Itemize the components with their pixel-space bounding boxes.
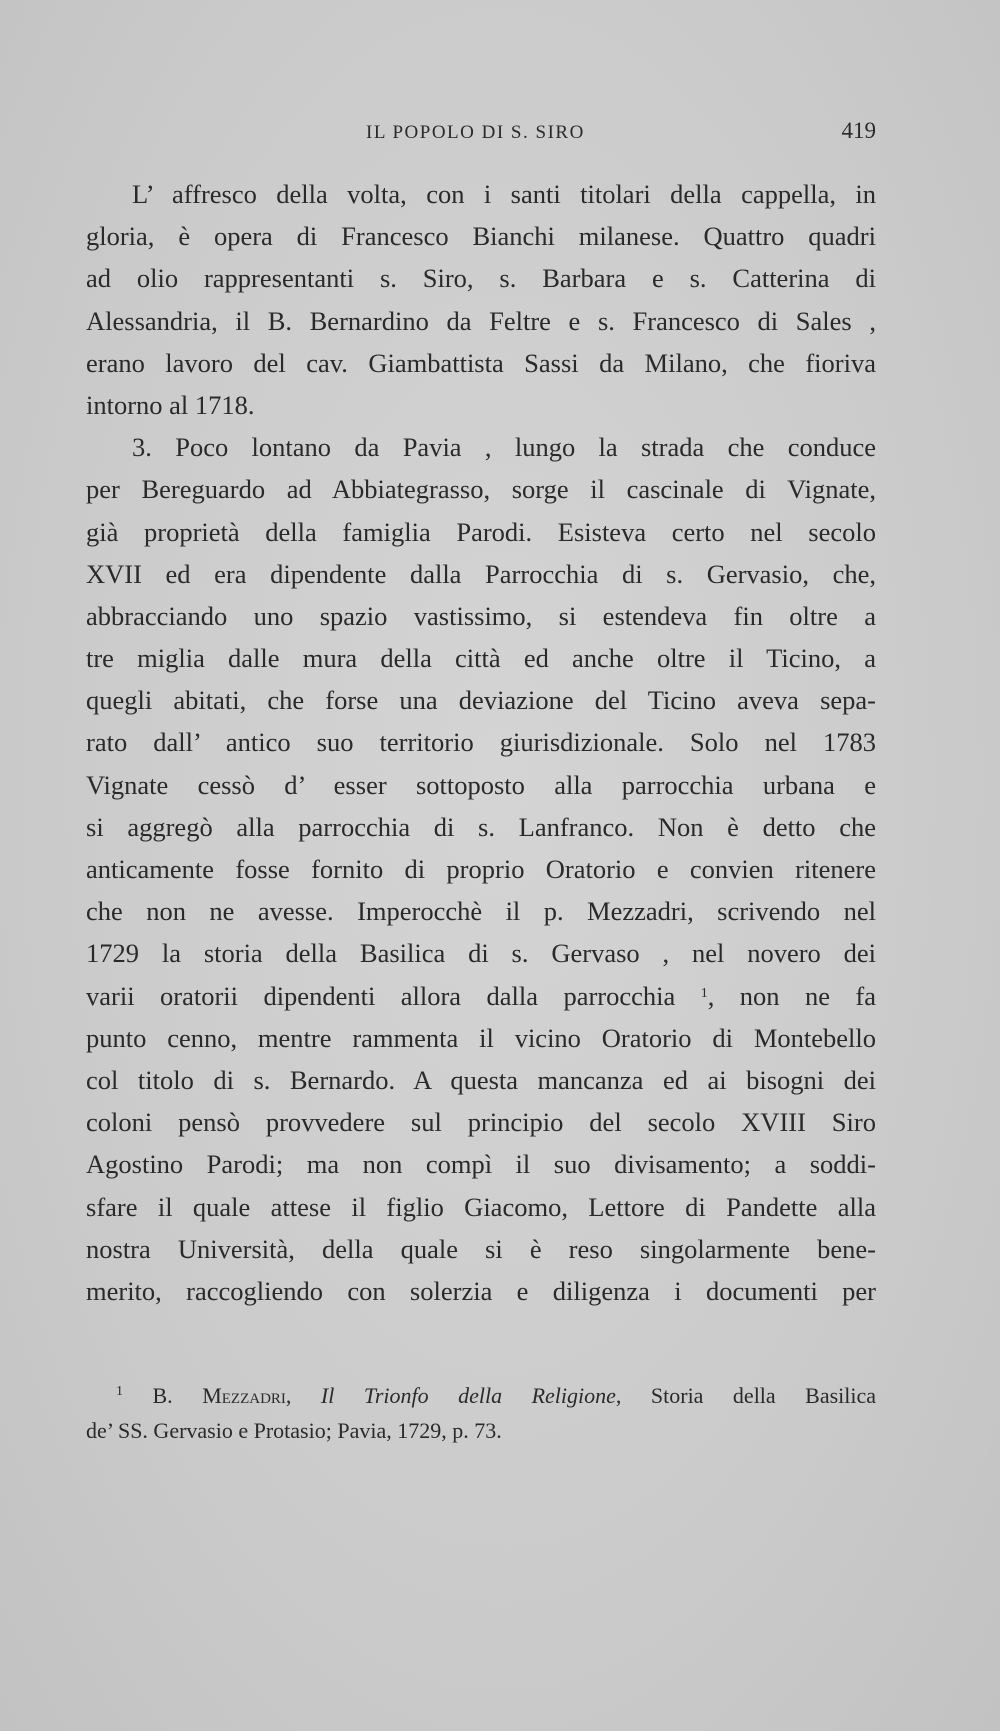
text-line: già proprietà della famiglia Parodi. Esisteva certo nel secolo [86, 516, 876, 547]
page-header [86, 118, 876, 148]
text-line: abbracciando uno spazio vastissimo, si estendeva fin oltre a [86, 600, 876, 631]
text-line: ad olio rappresentanti s. Siro, s. Barbara e s. Catterina di [86, 263, 876, 294]
running-head: IL POPOLO DI S. SIRO [366, 122, 585, 143]
text-line: XVII ed era dipendente dalla Parrocchia di s. Gervasio, che, [86, 558, 876, 589]
footnote-title: Il Trionfo della Religione [320, 1383, 616, 1408]
text-line: Alessandria, il B. Bernardino da Feltre e s. Francesco di Sales , [86, 305, 876, 336]
text-line: tre miglia dalle mura della città ed anche oltre il Ticino, a [86, 643, 876, 674]
footnote-author-initial: B. [152, 1383, 173, 1408]
text-line-with-footnote-ref [86, 975, 876, 1017]
text-line: che non ne avesse. Imperocchè il p. Mezzadri, scrivendo nel [86, 896, 876, 927]
footnotes [86, 1378, 876, 1448]
text-line: L’ affresco della volta, con i santi titolari della cappella, in [132, 179, 876, 209]
text-line: coloni pensò provvedere sul principio del secolo XVIII Siro [86, 1107, 876, 1138]
text-line: anticamente fosse fornito di proprio Oratorio e convien ritenere [86, 854, 876, 884]
footnote-number: 1 [116, 1384, 123, 1399]
text-line: rato dall’ antico suo territorio giurisdizionale. Solo nel 1783 [86, 727, 876, 758]
text-line: erano lavoro del cav. Giambattista Sassi da Milano, che fioriva [86, 347, 876, 378]
text-line: 3. Poco lontano da Pavia , lungo la strada che conduce [132, 432, 876, 463]
text-line: quegli abitati, che forse una deviazione del Ticino aveva sepa- [86, 685, 876, 716]
text-line: merito, raccogliendo con solerzia e diligenza i documenti per [86, 1275, 876, 1306]
text-line: per Bereguardo ad Abbiategrasso, sorge il cascinale di Vignate, [86, 474, 876, 505]
text-line: intorno al 1718. [86, 389, 255, 420]
text-line: punto cenno, mentre rammenta il vicino Oratorio di Montebello [86, 1022, 876, 1053]
footnote-author-surname: Mezzadri [202, 1383, 286, 1408]
text-line: Agostino Parodi; ma non compì il suo divisamento; a soddi- [86, 1149, 876, 1180]
text-line: 1729 la storia della Basilica di s. Gervaso , nel novero dei [86, 938, 876, 969]
page-number: 419 [841, 118, 876, 143]
footnote-line: $^1$ B. Mezzadri, Il Trionfo della Religione, Storia della Basilica [116, 1383, 876, 1408]
footnote-ref: 1 [700, 985, 708, 1001]
text-line: col titolo di s. Bernardo. A questa mancanza ed ai bisogni dei [86, 1064, 876, 1095]
text-line-tail: , non ne fa [707, 980, 876, 1011]
footnote-line: de’ SS. Gervasio e Protasio; Pavia, 1729, p. 73. [86, 1418, 502, 1443]
footnote-rest: , Storia della Basilica [615, 1383, 876, 1408]
text-line: gloria, è opera di Francesco Bianchi milanese. Quattro quadri [86, 221, 876, 252]
text-line-head: varii oratorii dipendenti allora dalla parrocchia [86, 980, 676, 1011]
text-line: Vignate cessò d’ esser sottoposto alla parrocchia urbana e [86, 769, 876, 800]
body-text [86, 173, 876, 1312]
text-line: sfare il quale attese il figlio Giacomo, Lettore di Pandette alla [86, 1191, 876, 1222]
text-line: si aggregò alla parrocchia di s. Lanfranco. Non è detto che [86, 811, 876, 842]
text-line: nostra Università, della quale si è reso singolarmente bene- [86, 1233, 876, 1264]
